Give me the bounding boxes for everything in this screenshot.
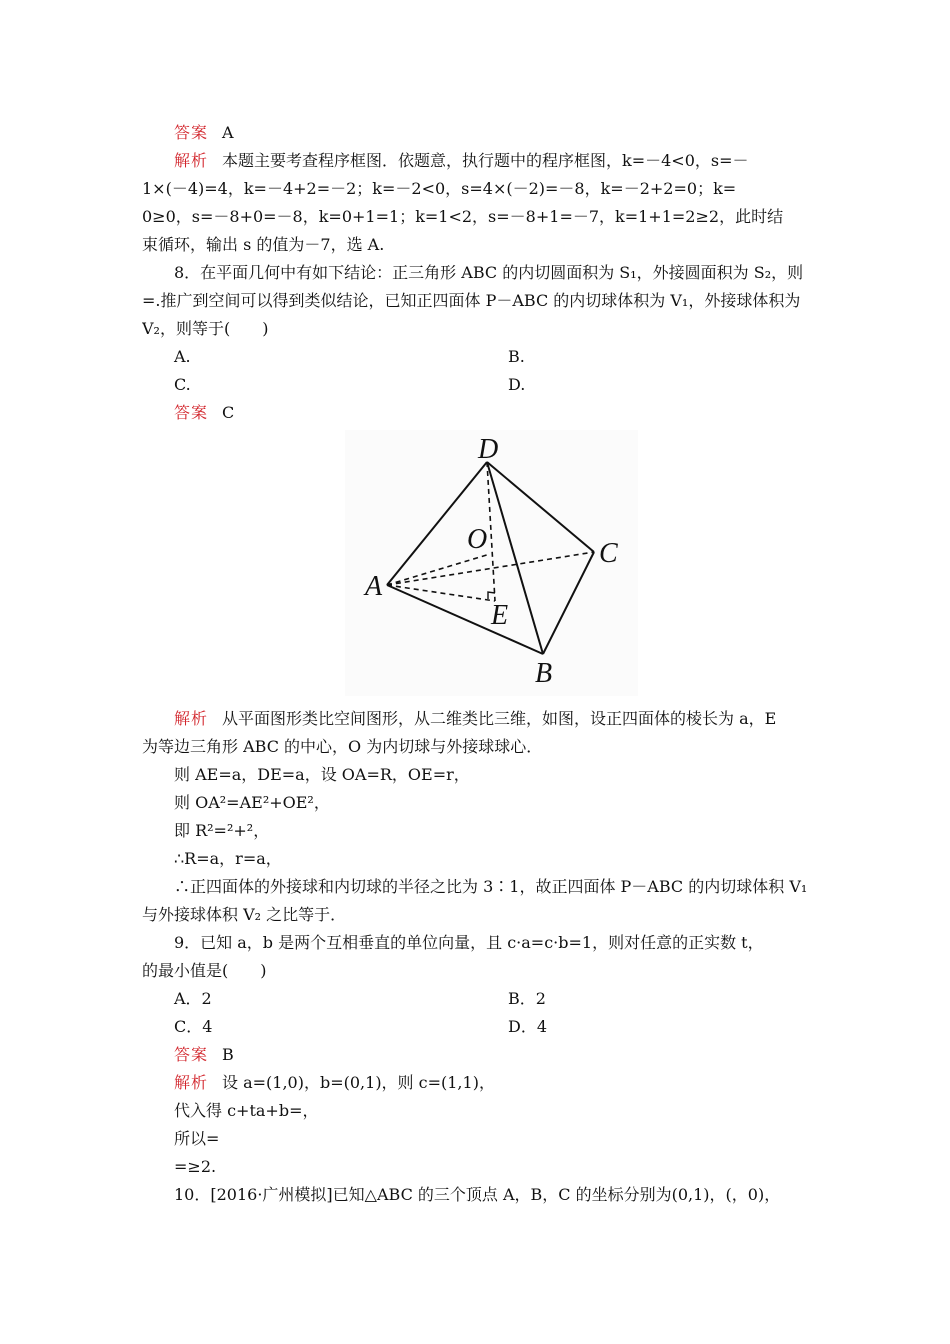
q8-answer-line: [174, 402, 810, 424]
q9-analysis-line-4: =≥2.: [174, 1157, 217, 1176]
q8-option-c: C.: [174, 375, 191, 394]
analysis-label: 解析: [174, 1073, 209, 1092]
q9-analysis-line-3: 所以=: [174, 1129, 220, 1148]
q10-question-line-1: 10．[2016·广州模拟]已知△ABC 的三个顶点 A，B，C 的坐标分别为(0,1)，(，0)，: [174, 1185, 781, 1204]
q8-analysis-line-1: [174, 708, 810, 730]
q9-analysis-line-2: 代入得 c+ta+b=，: [174, 1101, 319, 1120]
q9-answer-line: [174, 1044, 810, 1066]
q7-answer-line: [174, 122, 810, 144]
answer-label: 答案: [174, 403, 209, 422]
q8-question-line-1: 8．在平面几何中有如下结论：正三角形 ABC 的内切圆面积为 S₁，外接圆面积为 S₂，则: [174, 263, 804, 282]
tetrahedron-diagram: [345, 430, 638, 696]
q7-analysis-line-1: [174, 150, 810, 172]
tetrahedron-figure: [345, 430, 638, 696]
q8-analysis-line-8: 与外接球体积 V₂ 之比等于．: [142, 905, 347, 924]
answer-label: 答案: [174, 1045, 209, 1064]
answer-label: 答案: [174, 123, 209, 142]
q8-option-a: A.: [174, 347, 191, 366]
label-a: A: [365, 571, 383, 602]
analysis-label: 解析: [174, 709, 209, 728]
q8-analysis-line-4: 则 OA²=AE²+OE²，: [174, 793, 330, 812]
q9-option-b: B．2: [508, 989, 546, 1008]
analysis-text: 本题主要考查程序框图．依题意，执行题中的程序框图，k=－4<0，s=－: [222, 151, 749, 170]
q9-analysis-line-1: [174, 1072, 810, 1094]
q9-option-d: D．4: [508, 1017, 548, 1036]
label-o: O: [467, 524, 488, 555]
label-b: B: [535, 658, 553, 689]
q7-analysis-line-3: 0≥0，s=－8+0=－8，k=0+1=1；k=1<2，s=－8+1=－7，k=1+1=2≥2，此时结: [142, 207, 784, 226]
label-c: C: [599, 538, 618, 569]
q8-analysis-line-7: ∴正四面体的外接球和内切球的半径之比为 3∶1，故正四面体 P－ABC 的内切球体积 V₁: [174, 877, 808, 896]
q8-question-line-3: V₂，则等于( ): [142, 319, 269, 338]
analysis-text: 设 a=(1,0)，b=(0,1)，则 c=(1,1)，: [222, 1073, 495, 1092]
answer-value: C: [222, 403, 235, 422]
answer-value: B: [222, 1045, 234, 1064]
q8-option-d: D.: [508, 375, 526, 394]
q8-analysis-line-3: 则 AE=a，DE=a，设 OA=R，OE=r，: [174, 765, 470, 784]
q7-analysis-line-4: 束循环，输出 s 的值为－7，选 A.: [142, 235, 385, 254]
answer-value: A: [222, 123, 234, 142]
q8-analysis-line-6: ∴R=a，r=a，: [174, 849, 282, 868]
q8-analysis-line-5: 即 R²=²+²，: [174, 821, 270, 840]
analysis-text: 从平面图形类比空间图形，从二维类比三维，如图，设正四面体的棱长为 a，E: [222, 709, 777, 728]
q9-option-c: C．4: [174, 1017, 213, 1036]
label-d: D: [478, 434, 499, 465]
q9-option-a: A．2: [174, 989, 212, 1008]
q7-analysis-line-2: 1×(－4)=4，k=－4+2=－2；k=－2<0，s=4×(－2)=－8，k=－2+2=0；k=: [142, 179, 737, 198]
analysis-label: 解析: [174, 151, 209, 170]
q8-question-line-2: =.推广到空间可以得到类似结论，已知正四面体 P－ABC 的内切球体积为 V₁，外接球体积为: [142, 291, 801, 310]
q8-option-b: B.: [508, 347, 525, 366]
q9-question-line-1: 9．已知 a，b 是两个互相垂直的单位向量，且 c·a=c·b=1，则对任意的正实数 t，: [174, 933, 764, 952]
figure-background: [345, 430, 638, 696]
q9-question-line-2: 的最小值是( ): [142, 961, 267, 980]
q8-analysis-line-2: 为等边三角形 ABC 的中心，O 为内切球与外接球球心．: [142, 737, 543, 756]
label-e: E: [491, 600, 509, 631]
